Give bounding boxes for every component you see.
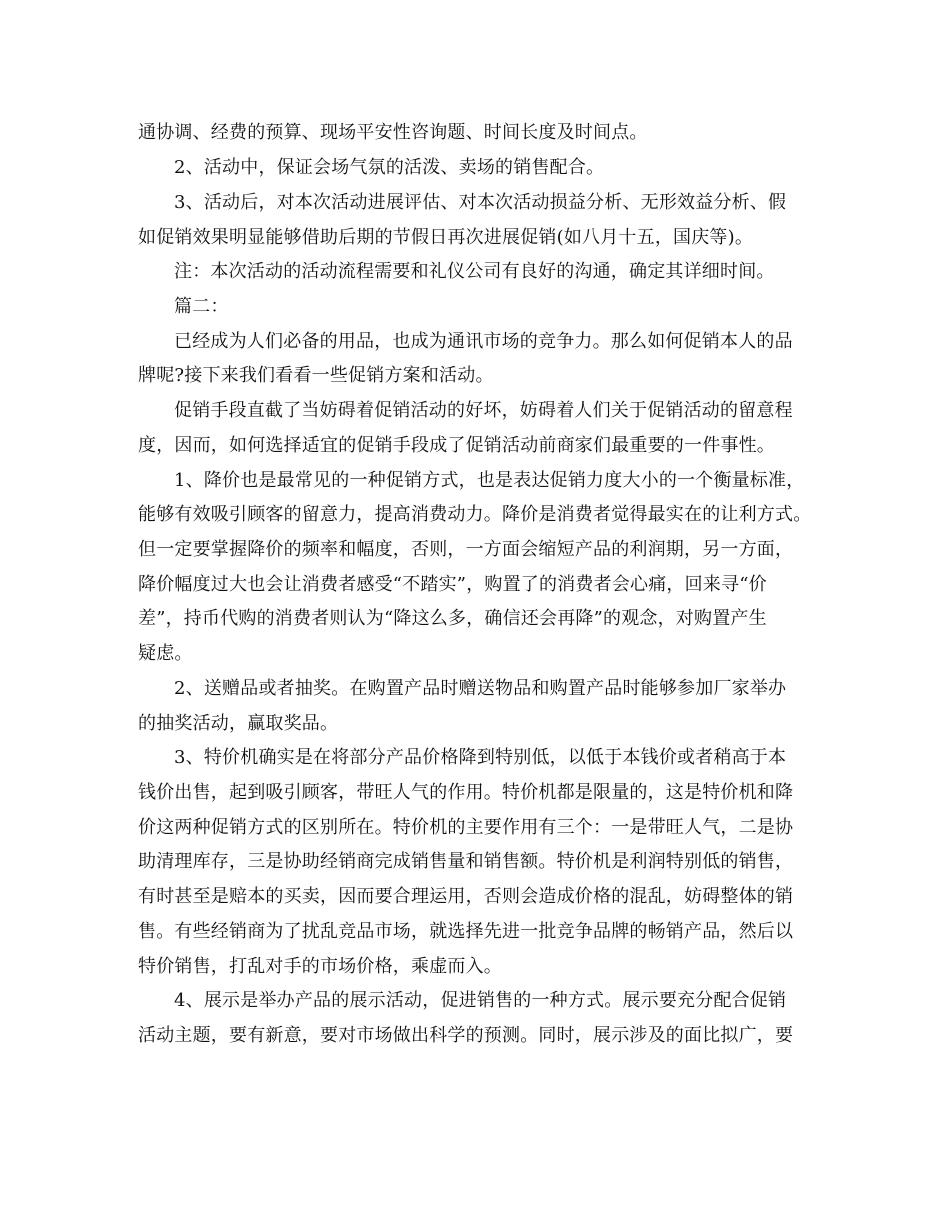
text-line: 如促销效果明显能够借助后期的节假日再次进展促销(如八月十五，国庆等)。 bbox=[138, 227, 754, 248]
text-line: 4、展示是举办产品的展示活动，促进销售的一种方式。展示要充分配合促销 bbox=[174, 990, 787, 1011]
text-line: 的抽奖活动，赢取奖品。 bbox=[138, 713, 339, 734]
text-line: 售。有些经销商为了扰乱竞品市场，就选择先进一批竞争品牌的畅销产品，然后以 bbox=[138, 921, 794, 942]
text-line: 3、活动后，对本次活动进展评估、对本次活动损益分析、无形效益分析、假 bbox=[174, 192, 787, 213]
text-line: 价这两种促销方式的区别所在。特价机的主要作用有三个：一是带旺人气，二是协 bbox=[138, 817, 794, 838]
text-line: 2、活动中，保证会场气氛的活泼、卖场的销售配合。 bbox=[174, 157, 605, 178]
text-line: 特价销售，打乱对手的市场价格，乘虚而入。 bbox=[138, 956, 502, 977]
text-line: 有时甚至是赔本的买卖，因而要合理运用，否则会造成价格的混乱，妨碍整体的销 bbox=[138, 886, 794, 907]
text-line: 能够有效吸引顾客的留意力，提高消费动力。降价是消费者觉得最实在的让利方式。 bbox=[138, 504, 812, 525]
text-line: 差”，持币代购的消费者则认为“降这么多，确信还会再降”的观念，对购置产生 bbox=[138, 608, 767, 629]
text-line: 但一定要掌握降价的频率和幅度，否则，一方面会缩短产品的利润期，另一方面， bbox=[138, 539, 794, 560]
section-heading: 篇二： bbox=[174, 296, 229, 317]
text-line: 降价幅度过大也会让消费者感受“不踏实”，购置了的消费者会心痛，回来寻“价 bbox=[138, 574, 767, 595]
text-line: 已经成为人们必备的用品，也成为通讯市场的竞争力。那么如何促销本人的品 bbox=[174, 331, 793, 352]
text-line: 注：本次活动的活动流程需要和礼仪公司有良好的沟通，确定其详细时间。 bbox=[174, 261, 775, 282]
text-line: 通协调、经费的预算、现场平安性咨询题、时间长度及时间点。 bbox=[138, 122, 648, 143]
text-line: 1、降价也是最常见的一种促销方式，也是表达促销力度大小的一个衡量标准， bbox=[174, 470, 805, 491]
text-line: 促销手段直截了当妨碍着促销活动的好坏，妨碍着人们关于促销活动的留意程 bbox=[174, 400, 793, 421]
text-line: 牌呢?接下来我们看看一些促销方案和活动。 bbox=[138, 365, 494, 386]
text-line: 2、送赠品或者抽奖。在购置产品时赠送物品和购置产品时能够参加厂家举办 bbox=[174, 678, 787, 699]
text-line: 3、特价机确实是在将部分产品价格降到特别低，以低于本钱价或者稍高于本 bbox=[174, 747, 787, 768]
text-line: 钱价出售，起到吸引顾客，带旺人气的作用。特价机都是限量的，这是特价机和降 bbox=[138, 782, 794, 803]
text-line: 助清理库存，三是协助经销商完成销售量和销售额。特价机是利润特别低的销售， bbox=[138, 851, 794, 872]
text-line: 疑虑。 bbox=[138, 643, 193, 664]
text-line: 活动主题，要有新意，要对市场做出科学的预测。同时，展示涉及的面比拟广，要 bbox=[138, 1025, 794, 1046]
text-line: 度，因而，如何选择适宜的促销手段成了促销活动前商家们最重要的一件事性。 bbox=[138, 435, 775, 456]
